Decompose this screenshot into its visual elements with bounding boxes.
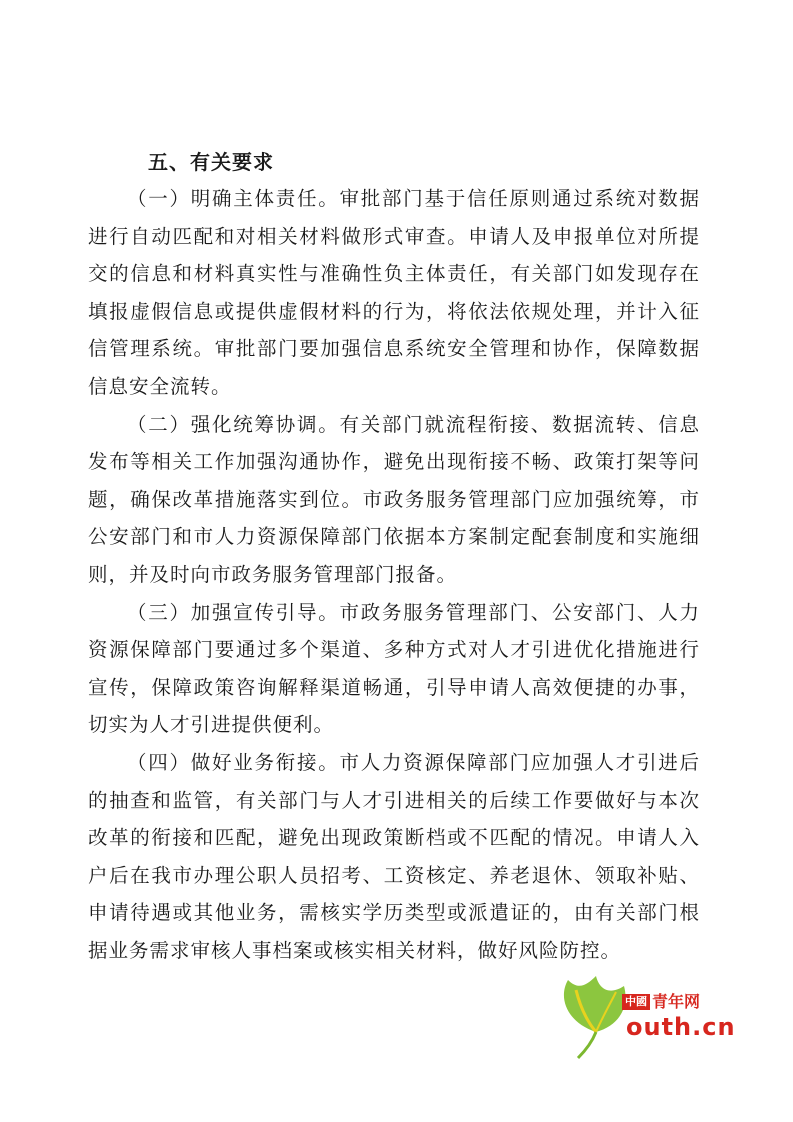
watermark-brand xyxy=(622,992,700,1012)
paragraph-1-lead: （一）明确主体责任。 xyxy=(127,187,340,210)
youth-cn-watermark xyxy=(556,972,736,1062)
ginkgo-leaf-icon xyxy=(556,972,636,1062)
document-body xyxy=(88,180,700,969)
paragraph-4 xyxy=(88,744,700,970)
paragraph-1-text: 审批部门基于信任原则通过系统对数据进行自动匹配和对相关材料做形式审查。申请人及申报单位对所提交的信息和材料真实性与准确性负主体责任，有关部门如发现存在填报虚假信息或提供虚假材料的行为，将依法依规处理，并计入征信管理系统。审批部门要加强信息系统安全管理和协作，保障数据信息安全流转。 xyxy=(88,187,700,398)
paragraph-3 xyxy=(88,594,700,744)
paragraph-2-lead: （二）强化统筹协调。 xyxy=(127,412,340,436)
watermark-badge: 中國 xyxy=(622,994,650,1010)
paragraph-3-lead: （三）加强宣传引导。 xyxy=(127,600,340,624)
paragraph-2-text: 有关部门就流程衔接、数据流转、信息发布等相关工作加强沟通协作，避免出现衔接不畅、政策打架等问题，确保改革措施落实到位。市政务服务管理部门应加强统筹，市公安部门和市人力资源保障部门依据本方案制定配套制度和实施细则，并及时向市政务服务管理部门报备。 xyxy=(88,412,700,586)
watermark-name: 青年网 xyxy=(652,992,701,1011)
paragraph-4-text: 市人力资源保障部门应加强人才引进后的抽查和监管，有关部门与人才引进相关的后续工作要做好与本次改革的衔接和匹配，避免出现政策断档或不匹配的情况。申请人入户后在我市办理公职人员招考、工资核定、养老退休、领取补贴、申请待遇或其他业务，需核实学历类型或派遣证的，由有关部门根据业务需求审核人事档案或核实相关材料，做好风险防控。 xyxy=(88,750,700,962)
paragraph-4-lead: （四）做好业务衔接。 xyxy=(127,750,340,774)
paragraph-3-text: 市政务服务管理部门、公安部门、人力资源保障部门要通过多个渠道、多种方式对人才引进优化措施进行宣传，保障政策咨询解释渠道畅通，引导申请人高效便捷的办事，切实为人才引进提供便利。 xyxy=(88,600,700,737)
watermark-domain: outh.cn xyxy=(626,1013,736,1041)
section-title: 五、有关要求 xyxy=(148,150,274,174)
paragraph-1 xyxy=(88,180,700,406)
paragraph-2 xyxy=(88,406,700,594)
